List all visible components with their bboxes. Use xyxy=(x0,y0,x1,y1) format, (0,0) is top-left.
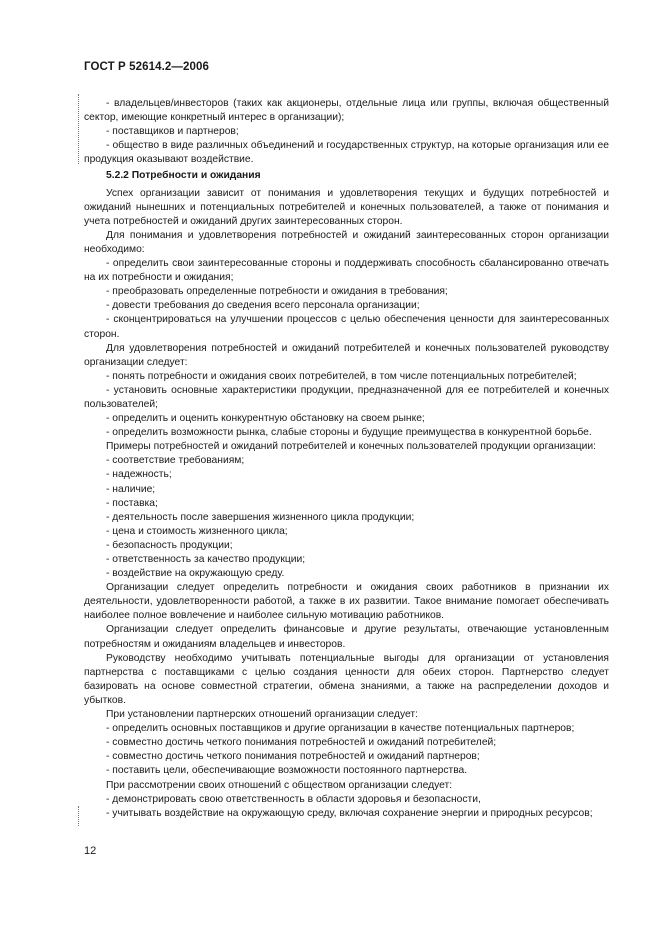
list-item: - установить основные характеристики продукции, предназначенной для ее потребителей и конечных пользователей; xyxy=(84,384,609,410)
list-item: - учитывать воздействие на окружающую среду, включая сохранение энергии и природных ресурсов; xyxy=(106,807,593,819)
list-item: - поставщиков и партнеров; xyxy=(106,126,239,138)
section-heading: 5.2.2 Потребности и ожидания xyxy=(106,170,261,182)
paragraph: Руководству необходимо учитывать потенциальные выгоды для организации от установления партнерства с поставщиками с целью создания ценности для обеих сторон. Партнерство следует базировать на основе совместной стратегии, обмена знаниями, а также на распределении доходов и убытков. xyxy=(84,652,609,706)
change-bar-bottom xyxy=(78,806,80,826)
list-item: - владельцев/инвесторов (таких как акционеры, отдельные лица или группы, включая общественный сектор, имеющие конкретный интерес в организации); xyxy=(84,98,609,124)
paragraph: При установлении партнерских отношений организации следует: xyxy=(106,709,418,721)
list-item: - надежность; xyxy=(106,469,172,481)
page-number: 12 xyxy=(84,845,97,857)
list-item: - преобразовать определенные потребности и ожидания в требования; xyxy=(106,286,448,298)
document-body xyxy=(84,97,609,821)
list-item: - воздействие на окружающую среду. xyxy=(106,568,285,580)
document-header: ГОСТ Р 52614.2—2006 xyxy=(84,61,209,73)
paragraph: Примеры потребностей и ожиданий потребителей и конечных пользователей продукции организации: xyxy=(106,441,597,453)
list-item: - совместно достичь четкого понимания потребностей и ожиданий партнеров; xyxy=(106,751,480,763)
list-item: - определить основных поставщиков и другие организации в качестве потенциальных партнеров; xyxy=(106,723,575,735)
paragraph: Для удовлетворения потребностей и ожиданий потребителей и конечных пользователей руководству организации следует: xyxy=(84,342,609,368)
list-item: - довести требования до сведения всего персонала организации; xyxy=(106,300,420,312)
list-item: - поставить цели, обеспечивающие возможности постоянного партнерства. xyxy=(106,765,468,777)
change-bar-top xyxy=(78,94,80,164)
list-item: - наличие; xyxy=(106,483,156,495)
list-item: - определить и оценить конкурентную обстановку на своем рынке; xyxy=(106,413,425,425)
list-item: - определить свои заинтересованные стороны и поддерживать способность сбалансированно отвечать на их потребности и ожидания; xyxy=(84,258,609,284)
paragraph: Организации следует определить финансовые и другие результаты, отвечающие установленным потребностям и ожиданиям владельцев и инвесторов. xyxy=(84,624,609,650)
list-item: - совместно достичь четкого понимания потребностей и ожиданий потребителей; xyxy=(106,737,497,749)
list-item: - поставка; xyxy=(106,497,158,509)
paragraph: Организации следует определить потребности и ожидания своих работников в признании их деятельности, удовлетворенности работой, а также в их развитии. Такое внимание помогает обеспечивать наиболее полное вовлечение и наиболее сильную мотивацию работников. xyxy=(84,582,609,622)
paragraph: Успех организации зависит от понимания и удовлетворения текущих и будущих потребностей и ожиданий нынешних и потенциальных потребителей и конечных пользователей, а также от понимания и учета потребностей и ожиданий других заинтересованных сторон. xyxy=(84,187,609,227)
list-item: - понять потребности и ожидания своих потребителей, в том числе потенциальных потребителей; xyxy=(106,370,577,382)
list-item: - цена и стоимость жизненного цикла; xyxy=(106,525,288,537)
list-item: - безопасность продукции; xyxy=(106,539,233,551)
list-item: - определить возможности рынка, слабые стороны и будущие преимущества в конкурентной борьбе. xyxy=(106,427,592,439)
list-item: - соответствие требованиям; xyxy=(106,455,245,467)
list-item: - сконцентрироваться на улучшении процессов с целью обеспечения ценности для заинтересованных сторон. xyxy=(84,314,609,340)
list-item: - ответственность за качество продукции; xyxy=(106,554,306,565)
list-item: - демонстрировать свою ответственность в области здоровья и безопасности, xyxy=(106,793,481,805)
list-item: - деятельность после завершения жизненного цикла продукции; xyxy=(106,511,415,523)
paragraph: Для понимания и удовлетворения потребностей и ожиданий заинтересованных сторон организации необходимо: xyxy=(84,229,609,255)
paragraph: При рассмотрении своих отношений с обществом организации следует: xyxy=(106,779,453,791)
list-item: - общество в виде различных объединений и государственных структур, на которые организация или ее продукция оказывают воздействие. xyxy=(84,140,609,166)
